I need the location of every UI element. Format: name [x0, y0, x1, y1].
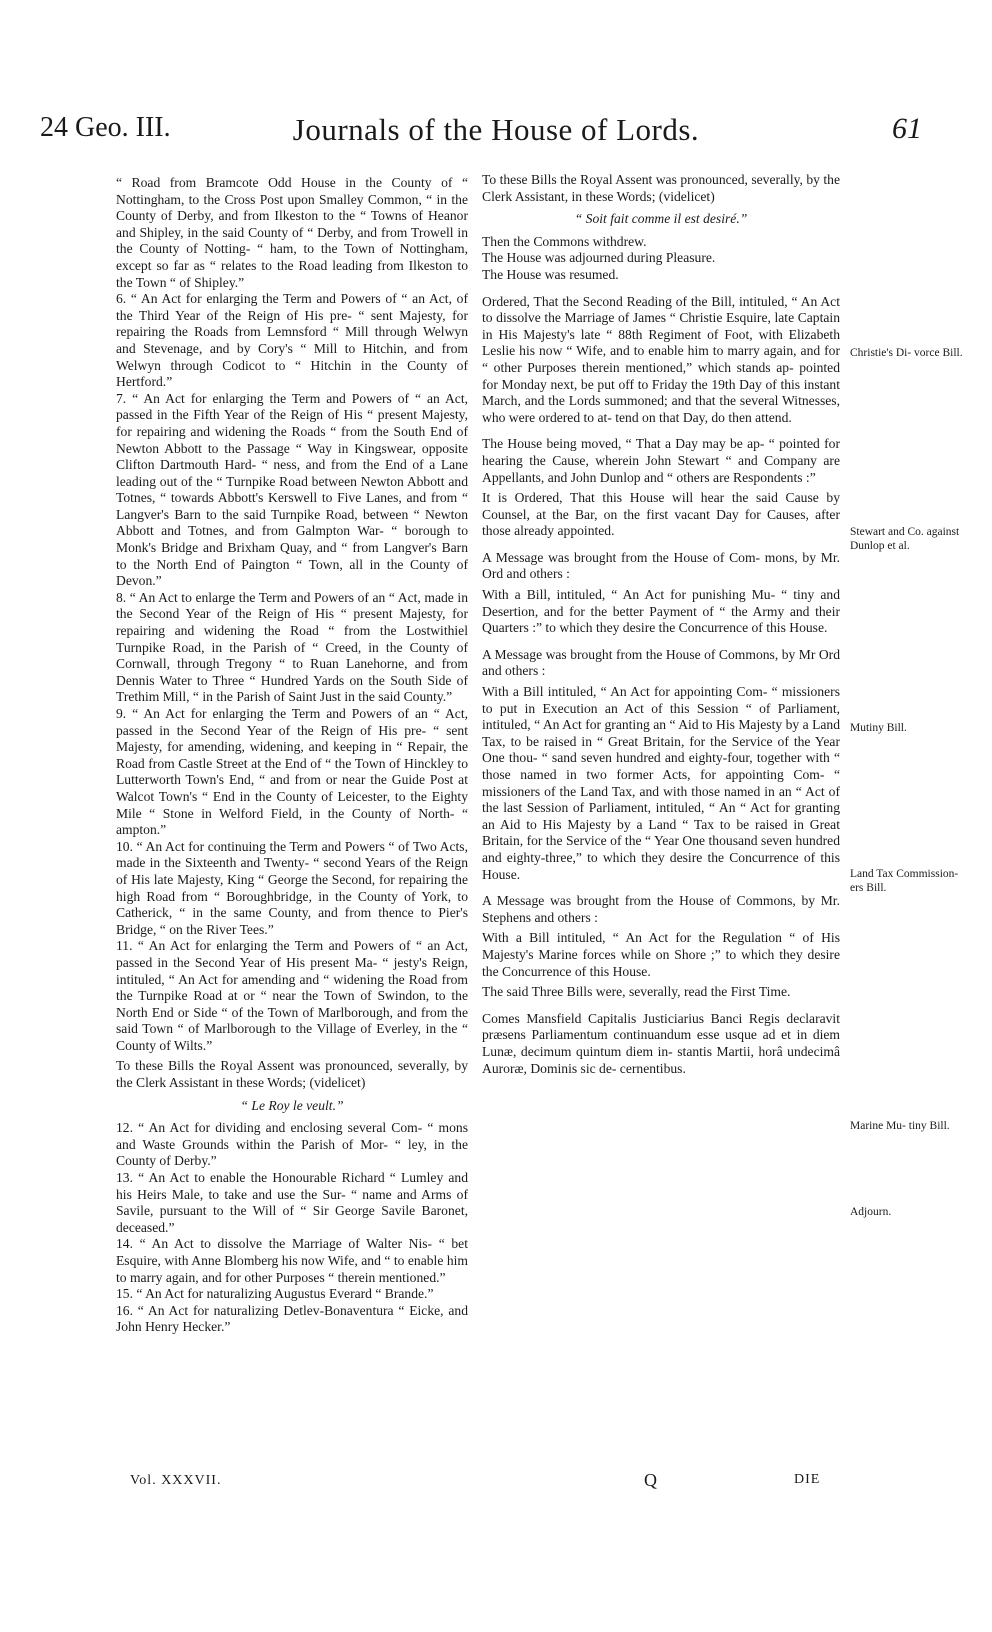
paragraph: 7. “ An Act for enlarging the Term and Powers of “ an Act, passed in the Fifth Year of the Reign of His “ present Majesty, for repairing and widening the Roads “ from the South End of Newton Abbott to the Passage “ Way in Kingswear, opposite Clifton Dartmouth Hard- “ ness, and from the End of a Lane leading out of the “ Turnpike Road between Newton Abbott and Totnes, “ towards Abbott's Kerswell to Five Lanes, and from “ Langver's Barn to the said Turnpike Road, between “ Newton Abbott and Totnes, and from Galmpton War- “ borough to Monk's Bridge and Brixham Quay, and “ from Langver's Barn to the North End of Paington “ Town, all in the County of Devon.”: [116, 390, 468, 589]
volume-number: Vol. XXXVII.: [130, 1473, 222, 1488]
margin-note: Mutiny Bill.: [850, 722, 907, 734]
royal-assent-formula: “ Le Roy le veult.”: [240, 1097, 344, 1113]
journal-title: Journals of the House of Lords.: [292, 112, 700, 147]
paragraph: To these Bills the Royal Assent was pronounced, severally, by the Clerk Assistant in these Words; (videlicet): [116, 1058, 468, 1091]
page-number: 61: [892, 112, 922, 145]
paragraph: The House was adjourned during Pleasure.: [482, 250, 716, 266]
paragraph: To these Bills the Royal Assent was pronounced, severally, by the Clerk Assistant, in these Words; (videlicet): [482, 172, 840, 204]
paragraph: With a Bill intituled, “ An Act for the Regulation “ of His Majesty's Marine forces while on Shore ;” to which they desire the Concurrence of this House.: [482, 930, 840, 979]
margin-note: Adjourn.: [850, 1206, 892, 1218]
paragraph: 6. “ An Act for enlarging the Term and Powers of “ an Act, of the Third Year of the Reign of His pre- “ sent Majesty, for repairing the Roads from Lemnsford “ Mill through Welwyn and Stevenage, and by Cory's “ Mill to Hitchin, and from Welwyn through Codicot to “ Hitchin in the County of Hertford.”: [116, 291, 468, 390]
catchword: DIE: [794, 1472, 821, 1487]
left-column: [116, 175, 468, 1336]
paragraph: 10. “ An Act for continuing the Term and Powers “ of Two Acts, made in the Sixteenth and Twenty- “ second Years of the Reign of His late Majesty, King “ George the Second, for repairing the high Road from “ Boroughbridge, in the County of York, to Catherick, “ in the same County, and from thence to Pier's Bridge, “ on the River Tees.”: [116, 838, 468, 937]
paragraph: 9. “ An Act for enlarging the Term and Powers of an “ Act, passed in the Second Year of the Reign of His pre- “ sent Majesty, for amending, widening, and keeping in “ Repair, the Road from Castle Street at the End of “ the Town of Hinckley to Lutterworth Town's End, “ and from or near the Guide Post at Walcot Town's “ End in the County of Leicester, to the Eighty Mile “ Stone in Welford Field, in the County of North- “ ampton.”: [116, 706, 468, 838]
paragraph: Ordered, That the Second Reading of the Bill, intituled, “ An Act to dissolve the Marriage of James “ Christie Esquire, late Captain in His Majesty's late “ 88th Regiment of Foot, with Elizabeth Leslie his now “ Wife, and to enable him to marry again, and for “ other Purposes therein mentioned,” which stands ap- pointed for Monday next, be put off to Friday the 19th Day of this instant March, and the Lords summoned; and that the several Witnesses, who were ordered to at- tend on that Day, do then attend.: [482, 293, 840, 425]
margin-note: Stewart and Co. against Dunlop et al.: [850, 526, 960, 552]
paragraph: Then the Commons withdrew.: [482, 233, 647, 249]
signature-mark: Q: [644, 1470, 657, 1490]
paragraph: 16. “ An Act for naturalizing Detlev-Bonaventura “ Eicke, and John Henry Hecker.”: [116, 1302, 468, 1335]
margin-note: Land Tax Commission- ers Bill.: [850, 868, 959, 894]
paragraph: The House was resumed.: [482, 266, 619, 282]
paragraph: 12. “ An Act for dividing and enclosing several Com- “ mons and Waste Grounds within the Parish of Mor- “ ley, in the County of Derby.”: [116, 1120, 468, 1169]
page-header: [0, 100, 992, 160]
paragraph: 11. “ An Act for enlarging the Term and Powers of “ an Act, passed in the Second Year of His present Ma- “ jesty's Reign, intituled, “ An Act for amending and “ widening the Road from the Turnpike Road at or “ near the Town of Swindon, to the North End or Side “ of the Town of Marlborough, and from the said Town “ of Marlborough to the Village of Everley, in the “ County of Wilts.”: [116, 938, 468, 1053]
paragraph: A Message was brought from the House of Commons, by Mr. Stephens and others :: [482, 893, 840, 925]
paragraph: A Message was brought from the House of Com- mons, by Mr. Ord and others :: [482, 549, 840, 582]
paragraph: 14. “ An Act to dissolve the Marriage of Walter Nis- “ bet Esquire, with Anne Blomberg his now Wife, and “ to enable him to marry again, and for other Purposes “ therein mentioned.”: [116, 1236, 468, 1285]
margin-note: Marine Mu- tiny Bill.: [850, 1120, 950, 1132]
paragraph: 13. “ An Act to enable the Honourable Richard “ Lumley and his Heirs Male, to take and use the Sur- “ name and Arms of Savile, pursuant to the Will of “ Sir George Savile Baronet, deceased.”: [116, 1170, 468, 1235]
royal-assent-formula: “ Soit fait comme il est desiré.”: [574, 211, 748, 227]
paragraph: A Message was brought from the House of Commons, by Mr Ord and others :: [482, 646, 840, 679]
right-column: [482, 172, 840, 1077]
paragraph: The House being moved, “ That a Day may be ap- “ pointed for hearing the Cause, wherein John Stewart “ and Company are Appellants, and John Dunlop and “ others are Respondents :”: [482, 436, 840, 485]
paragraph: “ Road from Bramcote Odd House in the County of “ Nottingham, to the Cross Post upon Smalley Common, “ in the County of Derby, and from Ilkeston to the “ Towns of Heanor and Shipley, in the said County of “ Derby, and from Trowell in the County of Notting- “ ham, to the Town of Nottingham, except so far as “ relates to the Road leading from Ilkeston to the Town “ of Shipley.”: [116, 175, 468, 290]
margin-note: Christie's Di- vorce Bill.: [850, 347, 963, 359]
paragraph: Comes Mansfield Capitalis Justiciarius Banci Regis declaravit præsens Parliamentum continuandum esse usque ad et in diem Lunæ, decimum quintum diem in- stantis Martii, horâ undecimâ Auroræ, Dominis sic de- cernentibus.: [482, 1010, 840, 1076]
paragraph: The said Three Bills were, severally, read the First Time.: [482, 984, 791, 1000]
paragraph: With a Bill intituled, “ An Act for appointing Com- “ missioners to put in Execution an Act of this Session “ of Parliament, intituled, “ An Act for granting an “ Aid to His Majesty by a Land Tax, to be raised in “ Great Britain, for the Service of the Year One thou- “ sand seven hundred and eighty-four, together with “ those named in two former Acts, for appointing Com- “ missioners of the Land Tax, and with those named in an “ Act of the last Session of Parliament, intituled, “ An “ Act for granting an Aid to His Majesty by a Land “ Tax to be raised in Great Britain, for the Service of the “ Year One thousand seven hundred and eighty-three,” to which they desire the Concurrence of this House.: [482, 684, 840, 882]
paragraph: 8. “ An Act to enlarge the Term and Powers of an “ Act, made in the Second Year of the Reign of His “ present Majesty, for repairing and widening the Road “ from the Lostwithiel Turnpike Road, in the Parish of “ Creed, in the County of Cornwall, through Tregony “ to Ruan Lanehorne, and from Dennis Water to Three “ Hundred Yards on the South Side of Trethim Mill, “ in the Parish of Saint Just in the said County.”: [116, 589, 468, 705]
paragraph: 15. “ An Act for naturalizing Augustus Everard “ Brande.”: [116, 1286, 434, 1302]
paragraph: It is Ordered, That this House will hear the said Cause by Counsel, at the Bar, on the first vacant Day for Causes, after those already appointed.: [482, 490, 840, 539]
paragraph: With a Bill, intituled, “ An Act for punishing Mu- “ tiny and Desertion, and for the better Payment of “ the Army and their Quarters :” to which they desire the Concurrence of this House.: [482, 587, 840, 636]
regnal-year: 24 Geo. III.: [40, 112, 171, 143]
